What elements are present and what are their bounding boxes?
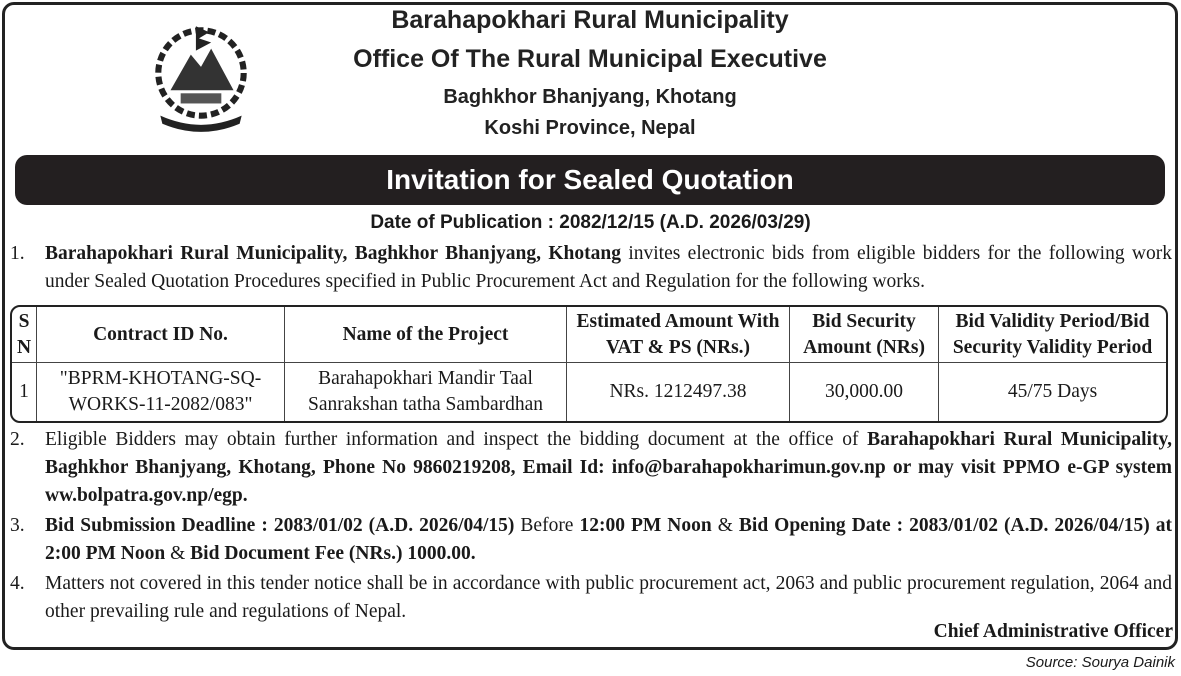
signatory: Chief Administrative Officer [933, 621, 1173, 642]
opening-date-text: Bid Opening Date : 2083/01/02 (A.D. 2026/04/15) at 2:00 PM Noon [45, 515, 1172, 564]
address-line: Baghkhor Bhanjyang, Khotang [443, 86, 737, 108]
clause-text: Matters not covered in this tender notice shall be in accordance with public procurement act, 2063 and public procurement regulation, 2064 and other prevailing rule and regulations of Nepal. [45, 573, 1172, 622]
clause-bold-text: Barahapokhari Rural Municipality, Baghkhor Bhanjyang, Khotang, Phone No 9860219208, Email Id: info@barahapokharimun.gov.np or may visit PPMO e-GP system ww.bolpatra.gov.np/egp. [45, 429, 1172, 506]
office-name: Office Of The Rural Municipal Executive [353, 45, 827, 73]
table-row [12, 363, 1166, 421]
clause-text: invites electronic bids from eligible bidders for the following work under Sealed Quotation Procedures specified in Public Procurement Act and Regulation for the following works. [45, 243, 1172, 292]
notice-title-banner: Invitation for Sealed Quotation [15, 155, 1165, 205]
cell-validity-period: 45/75 Days [1007, 381, 1098, 402]
source-credit: Source: Sourya Dainik [1025, 654, 1175, 671]
clause-4 [10, 570, 1172, 626]
cell-contract-id: "BPRM-KHOTANG-SQ-WORKS-11-2082/083" [37, 363, 285, 421]
clause-number: 1. [10, 243, 25, 264]
publication-date: Date of Publication : 2082/12/15 (A.D. 2026/03/29) [370, 212, 811, 233]
clause-number: 4. [10, 573, 25, 594]
col-bid-security: Bid Security Amount (NRs) [790, 307, 939, 363]
col-estimated-amount: Estimated Amount With VAT & PS (NRs.) [567, 307, 790, 363]
clause-text: & [165, 543, 191, 564]
document-fee-text: Bid Document Fee (NRs.) 1000.00. [190, 543, 476, 564]
province-line: Koshi Province, Nepal [484, 117, 696, 139]
municipality-name: Barahapokhari Rural Municipality [391, 6, 789, 34]
col-sn: S N [12, 307, 37, 363]
clause-2 [10, 426, 1172, 510]
col-project-name: Name of the Project [285, 307, 567, 363]
clause-text: Before [514, 515, 580, 536]
cell-project-name: Barahapokhari Mandir Taal Sanrakshan tatha Sambardhan [285, 363, 567, 421]
clause-text: Eligible Bidders may obtain further information and inspect the bidding document at the office of [45, 429, 868, 450]
cell-sn: 1 [12, 363, 37, 421]
quotation-table [10, 305, 1168, 423]
cell-bid-security: 30,000.00 [790, 363, 939, 421]
clause-1 [10, 240, 1172, 296]
deadline-time: 12:00 PM Noon [579, 515, 712, 536]
clause-3 [10, 512, 1172, 568]
col-contract-id: Contract ID No. [37, 307, 285, 363]
clause-number: 2. [10, 429, 25, 450]
clause-text: & [711, 515, 739, 536]
deadline-text: Bid Submission Deadline : 2083/01/02 (A.D. 2026/04/15) [45, 515, 515, 536]
table-header-row [12, 307, 1166, 363]
clause-bold-text: Barahapokhari Rural Municipality, Baghkhor Bhanjyang, Khotang [45, 243, 621, 264]
cell-estimated-amount: NRs. 1212497.38 [567, 363, 790, 421]
col-validity-period: Bid Validity Period/Bid Security Validity Period [939, 307, 1166, 363]
clause-number: 3. [10, 515, 25, 536]
